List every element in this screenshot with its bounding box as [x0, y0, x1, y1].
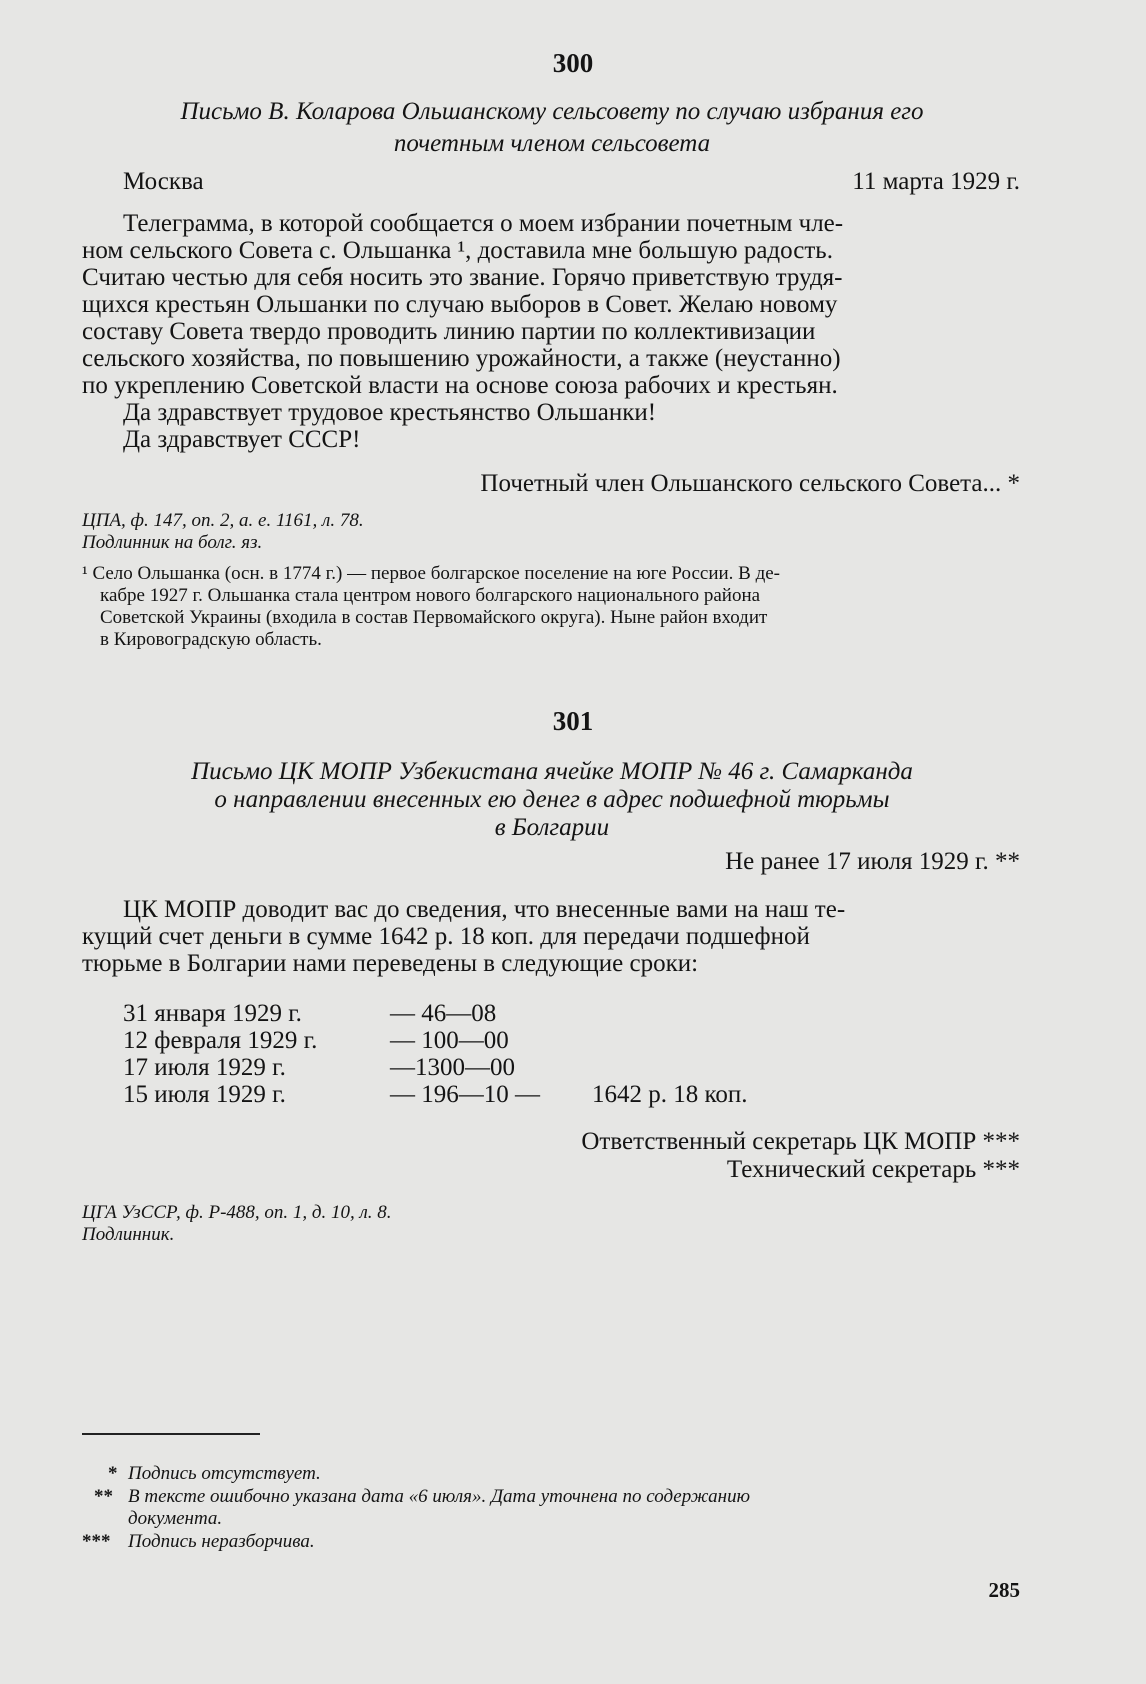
- doc300-original: Подлинник на болг. яз.: [82, 532, 263, 553]
- doc301-archive: ЦГА УзССР, ф. Р-488, оп. 1, д. 10, л. 8.: [82, 1202, 392, 1223]
- doc300-body-line-2: Считаю честью для себя носить это звание. Горячо приветствую трудя-: [82, 264, 843, 291]
- doc300-body-line-7: Да здравствует трудовое крестьянство Ольшанки!: [123, 399, 657, 426]
- payment-date-2: 17 июля 1929 г.: [123, 1054, 286, 1081]
- doc300-footnote-line-2: Советской Украины (входила в состав Первомайского округа). Ныне район входит: [100, 607, 768, 628]
- doc300-signature: Почетный член Ольшанского сельского Совета... *: [480, 470, 1020, 497]
- doc300-date: 11 марта 1929 г.: [852, 168, 1020, 195]
- payment-amount-1: — 100—00: [390, 1027, 509, 1054]
- doc300-body-line-5: сельского хозяйства, по повышению урожайности, а также (неустанно): [82, 345, 841, 372]
- doc300-body-line-0: Телеграмма, в которой сообщается о моем избрании почетным чле-: [123, 210, 844, 237]
- doc301-number: 301: [552, 706, 594, 736]
- payment-amount-0: — 46—08: [390, 1000, 497, 1027]
- doc301-original: Подлинник.: [82, 1224, 175, 1245]
- doc300-title-line1: Письмо В. Коларова Ольшанскому сельсовету по случаю избрания его: [180, 98, 924, 125]
- footnote-3-text: Подпись неразборчива.: [128, 1531, 315, 1552]
- doc301-signature1: Ответственный секретарь ЦК МОПР ***: [581, 1128, 1020, 1155]
- doc300-number-wrap: [0, 48, 1146, 79]
- doc301-body-line-0: ЦК МОПР доводит вас до сведения, что внесенные вами на наш те-: [123, 896, 846, 923]
- payment-date-0: 31 января 1929 г.: [123, 1000, 302, 1027]
- payment-total: 1642 р. 18 коп.: [592, 1081, 748, 1108]
- payment-date-1: 12 февраля 1929 г.: [123, 1027, 318, 1054]
- doc300-body-line-4: составу Совета твердо проводить линию партии по коллективизации: [82, 318, 816, 345]
- footnote-1-text: Подпись отсутствует.: [128, 1463, 321, 1484]
- payment-date-3: 15 июля 1929 г.: [123, 1081, 286, 1108]
- doc300-body-line-6: по укреплению Советской власти на основе союза рабочих и крестьян.: [82, 372, 838, 399]
- doc301-signature2: Технический секретарь ***: [726, 1156, 1020, 1183]
- doc300-footnote-line-0: ¹ Село Ольшанка (осн. в 1774 г.) — первое болгарское поселение на юге России. В де-: [82, 563, 780, 584]
- doc301-title-line3: в Болгарии: [494, 814, 610, 841]
- footnote-rule: [82, 1433, 260, 1435]
- footnote-2-line2: документа.: [128, 1508, 223, 1529]
- doc301-date: Не ранее 17 июля 1929 г. **: [725, 848, 1020, 875]
- payment-amount-3: — 196—10 —: [390, 1081, 540, 1108]
- page-number: 285: [988, 1578, 1020, 1602]
- footnote-3-mark: ***: [82, 1531, 111, 1552]
- doc300-footnote-line-1: кабре 1927 г. Ольшанка стала центром нового болгарского национального района: [100, 585, 761, 606]
- doc301-title-line2: о направлении внесенных ею денег в адрес подшефной тюрьмы: [214, 786, 890, 813]
- doc301-body-line-2: тюрьме в Болгарии нами переведены в следующие сроки:: [82, 950, 699, 977]
- doc300-body-line-8: Да здравствует СССР!: [123, 426, 361, 453]
- payment-amount-2: —1300—00: [390, 1054, 515, 1081]
- footnote-1-mark: *: [108, 1463, 118, 1484]
- doc300-body-line-3: щихся крестьян Ольшанки по случаю выборов в Совет. Желаю новому: [82, 291, 838, 318]
- doc301-number-wrap: [0, 706, 1146, 737]
- doc300-number: 300: [552, 48, 594, 78]
- doc300-place: Москва: [123, 168, 204, 195]
- footnote-2-line1: В тексте ошибочно указана дата «6 июля». Дата уточнена по содержанию: [128, 1486, 751, 1507]
- doc301-body-line-1: кущий счет деньги в сумме 1642 р. 18 коп. для передачи подшефной: [82, 923, 810, 950]
- doc300-title-line2: почетным членом сельсовета: [393, 130, 711, 157]
- doc300-body-line-1: ном сельского Совета с. Ольшанка ¹, доставила мне большую радость.: [82, 237, 833, 264]
- doc300-archive: ЦПА, ф. 147, оп. 2, а. е. 1161, л. 78.: [82, 510, 364, 531]
- doc301-title-line1: Письмо ЦК МОПР Узбекистана ячейке МОПР № 46 г. Самарканда: [191, 758, 913, 785]
- footnote-2-mark: **: [94, 1486, 113, 1507]
- doc300-footnote-line-3: в Кировоградскую область.: [100, 629, 322, 650]
